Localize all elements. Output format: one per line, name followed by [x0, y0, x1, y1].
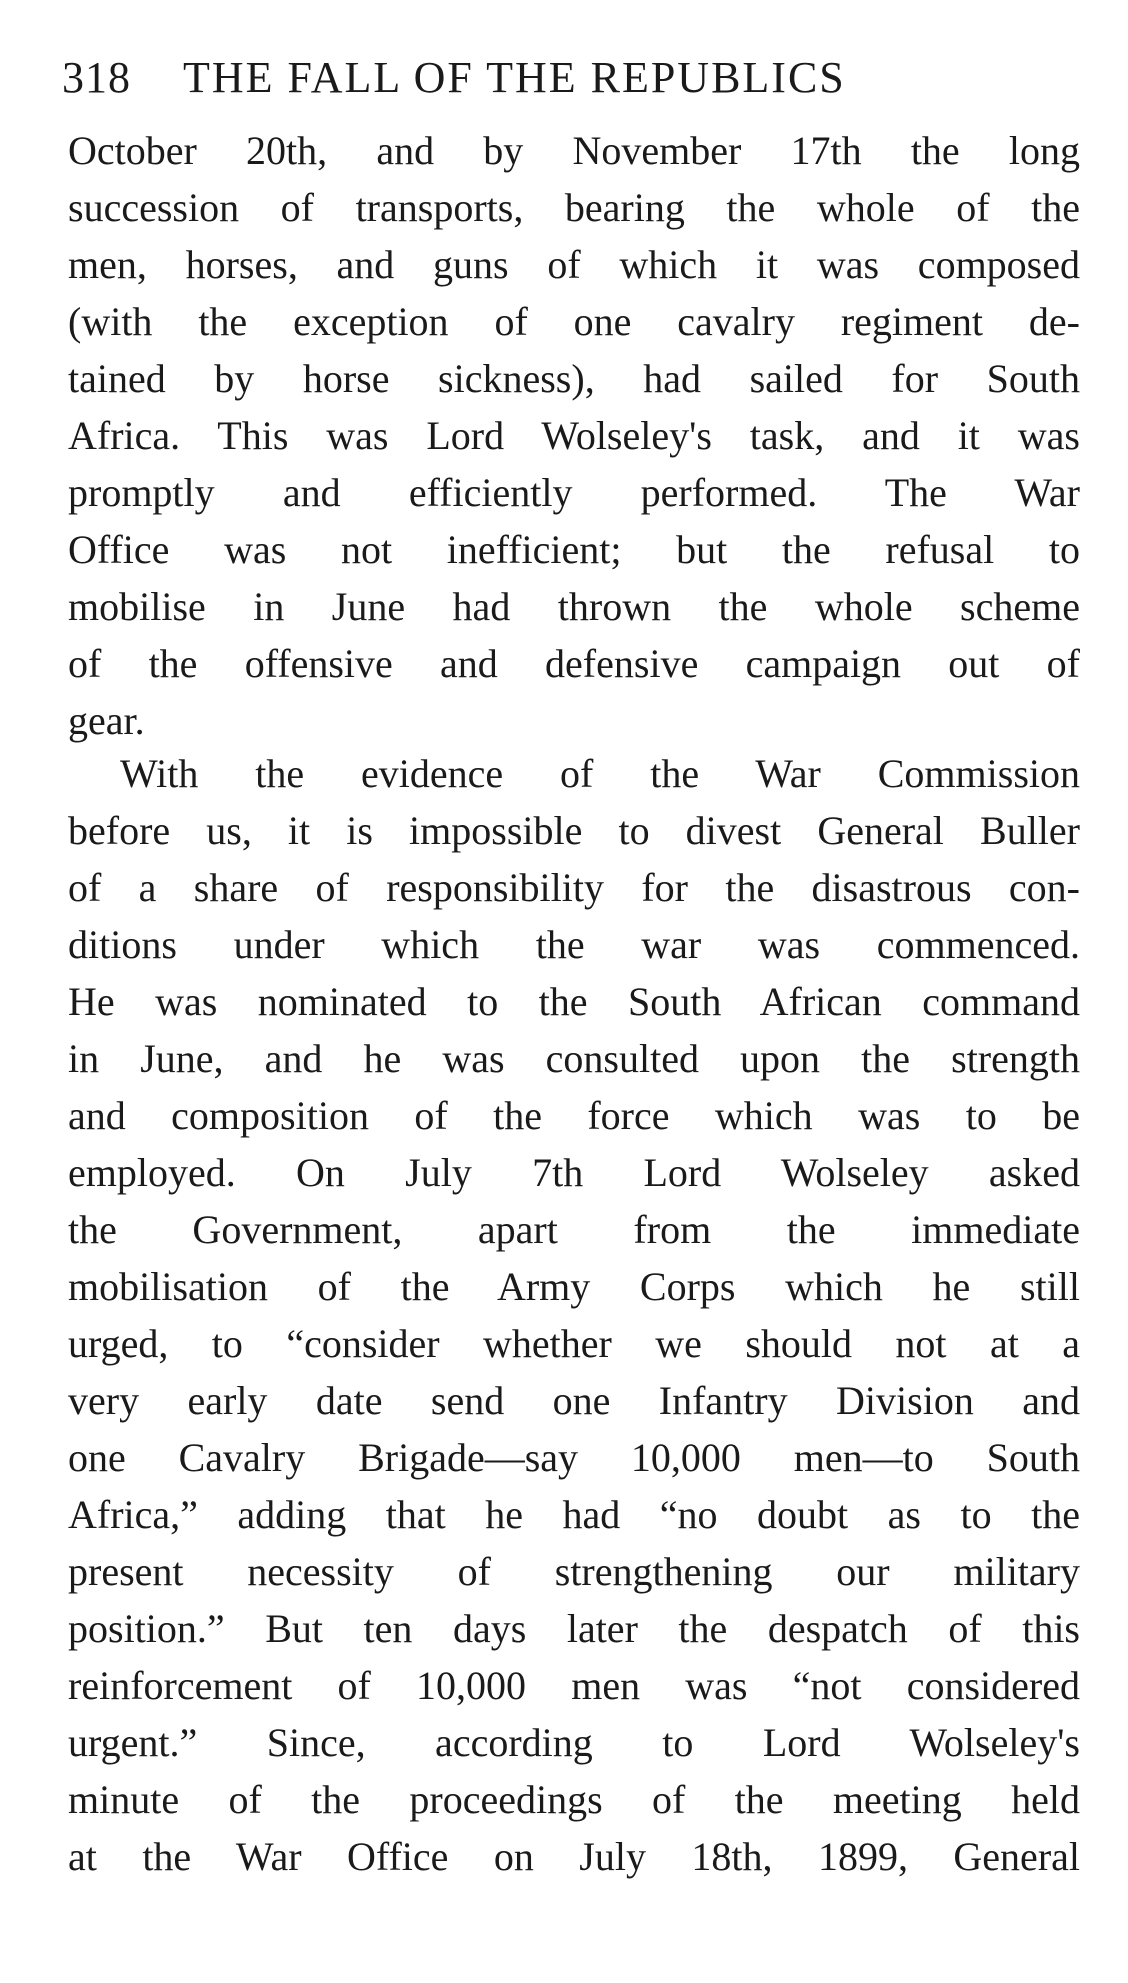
- page-header: [62, 52, 1062, 112]
- text-line: ditions under which the war was commenced.: [68, 922, 1080, 967]
- text-line: position.” But ten days later the despatch of this: [68, 1606, 1080, 1651]
- text-line: of a share of responsibility for the disastrous con-: [68, 865, 1080, 910]
- paragraph: [68, 745, 1080, 1885]
- text-line: very early date send one Infantry Division and: [68, 1378, 1080, 1423]
- text-line: in June, and he was consulted upon the strength: [68, 1036, 1080, 1081]
- text-line: at the War Office on July 18th, 1899, General: [68, 1834, 1080, 1879]
- text-line: minute of the proceedings of the meeting held: [68, 1777, 1080, 1822]
- text-line: employed. On July 7th Lord Wolseley asked: [68, 1150, 1080, 1195]
- running-title: THE FALL OF THE REPUBLICS: [183, 53, 846, 102]
- text-line: Africa. This was Lord Wolseley's task, and it was: [68, 413, 1080, 458]
- text-line: gear.: [68, 698, 145, 743]
- text-line: present necessity of strengthening our military: [68, 1549, 1080, 1594]
- page-number: 318: [62, 53, 131, 102]
- text-line: Africa,” adding that he had “no doubt as to the: [68, 1492, 1080, 1537]
- text-line: October 20th, and by November 17th the long: [68, 128, 1080, 173]
- text-line: the Government, apart from the immediate: [68, 1207, 1080, 1252]
- paragraph-continued: [68, 122, 1080, 749]
- text-line: reinforcement of 10,000 men was “not considered: [68, 1663, 1080, 1708]
- text-line: With the evidence of the War Commission: [120, 751, 1080, 796]
- text-line: He was nominated to the South African command: [68, 979, 1080, 1024]
- text-line: before us, it is impossible to divest General Buller: [68, 808, 1080, 853]
- text-line: mobilisation of the Army Corps which he still: [68, 1264, 1080, 1309]
- text-line: urgent.” Since, according to Lord Wolseley's: [68, 1720, 1080, 1765]
- text-line: mobilise in June had thrown the whole scheme: [68, 584, 1080, 629]
- text-line: succession of transports, bearing the whole of the: [68, 185, 1080, 230]
- text-line: (with the exception of one cavalry regiment de-: [68, 299, 1080, 344]
- text-line: tained by horse sickness), had sailed for South: [68, 356, 1080, 401]
- text-line: Office was not inefficient; but the refusal to: [68, 527, 1080, 572]
- text-line: promptly and efficiently performed. The War: [68, 470, 1080, 515]
- text-line: men, horses, and guns of which it was composed: [68, 242, 1080, 287]
- text-line: one Cavalry Brigade—say 10,000 men—to South: [68, 1435, 1080, 1480]
- text-line: of the offensive and defensive campaign out of: [68, 641, 1080, 686]
- text-line: urged, to “consider whether we should not at a: [68, 1321, 1080, 1366]
- text-line: and composition of the force which was to be: [68, 1093, 1080, 1138]
